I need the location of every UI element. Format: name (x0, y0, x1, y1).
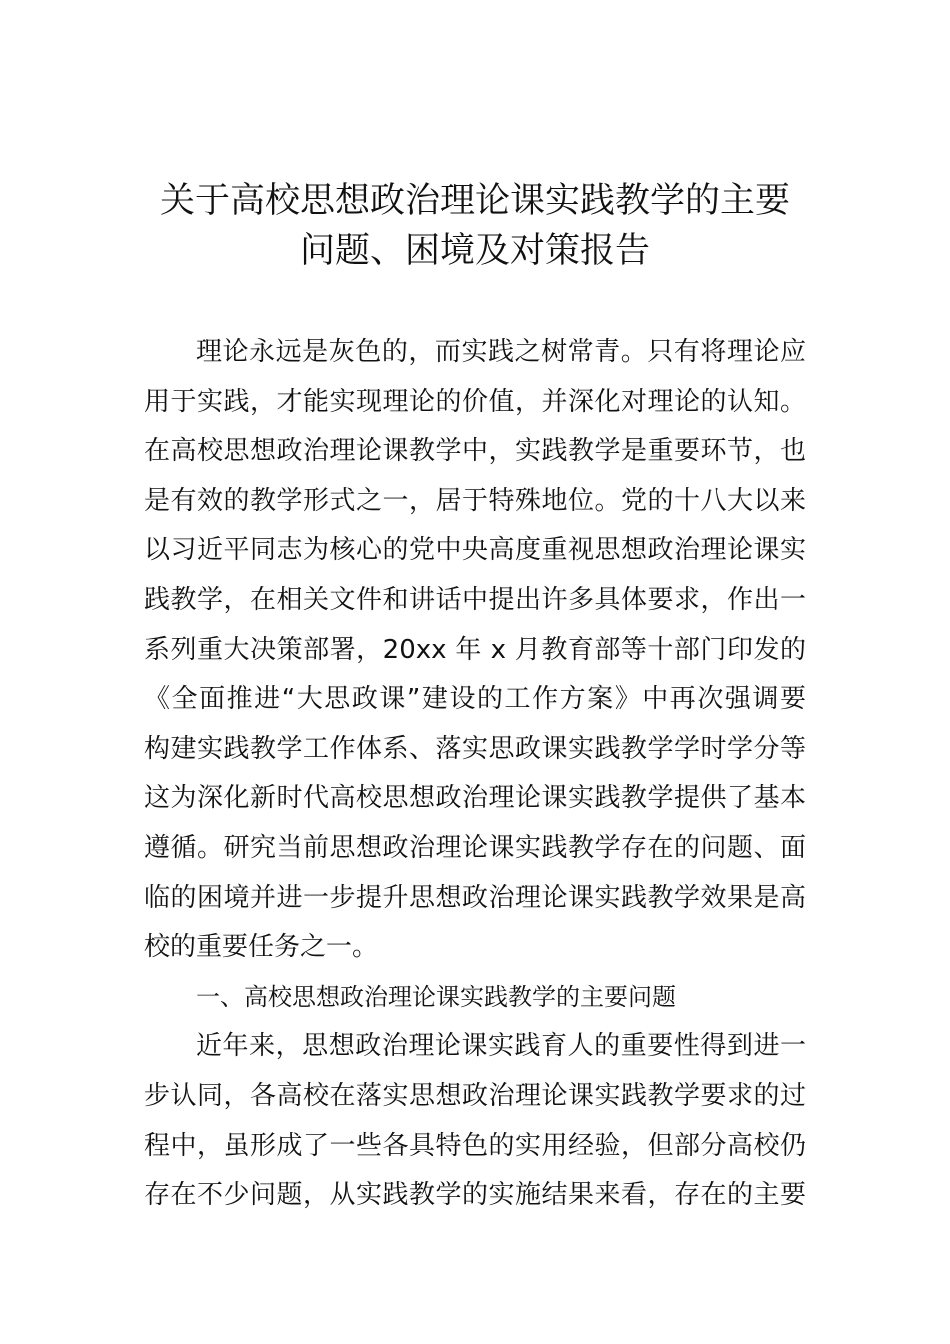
document-body (144, 328, 806, 1221)
title-line-2: 问题、困境及对策报告 (299, 231, 650, 271)
paragraph-line: 近年来，思想政治理论课实践育人的重要性得到进一 (196, 1031, 806, 1062)
paragraph-line: 用于实践，才能实现理论的价值，并深化对理论的认知。 (144, 386, 806, 417)
title-line-1: 关于高校思想政治理论课实践教学的主要 (159, 181, 790, 221)
paragraph-line: 《全面推进“大思政课”建设的工作方案》中再次强调要 (144, 684, 806, 715)
paragraph-line: 这为深化新时代高校思想政治理论课实践教学提供了基本 (144, 783, 806, 814)
paragraph-line: 步认同，各高校在落实思想政治理论课实践教学要求的过 (144, 1080, 806, 1111)
document-title (100, 176, 850, 276)
paragraph-line: 存在不少问题，从实践教学的实施结果来看，存在的主要 (144, 1180, 806, 1211)
section-heading: 一、高校思想政治理论课实践教学的主要问题 (196, 982, 676, 1011)
paragraph-line: 理论永远是灰色的，而实践之树常青。只有将理论应 (196, 337, 806, 367)
paragraph-line: 构建实践教学工作体系、落实思政课实践教学学时学分等 (144, 733, 806, 764)
paragraph-line: 临的困境并进一步提升思想政治理论课实践教学效果是高 (144, 882, 806, 913)
paragraph-line: 遵循。研究当前思想政治理论课实践教学存在的问题、面 (144, 832, 806, 863)
paragraph-line: 以习近平同志为核心的党中央高度重视思想政治理论课实 (144, 535, 806, 566)
paragraph-line: 是有效的教学形式之一，居于特殊地位。党的十八大以来 (144, 485, 806, 516)
paragraph-line: 系列重大决策部署，20xx 年 x 月教育部等十部门印发的 (144, 634, 806, 665)
paragraph-line: 校的重要任务之一。 (144, 932, 379, 963)
paragraph-line: 践教学，在相关文件和讲话中提出许多具体要求，作出一 (144, 584, 806, 615)
paragraph-line: 程中，虽形成了一些各具特色的实用经验，但部分高校仍 (144, 1130, 806, 1161)
paragraph-line: 在高校思想政治理论课教学中，实践教学是重要环节，也 (144, 436, 806, 467)
